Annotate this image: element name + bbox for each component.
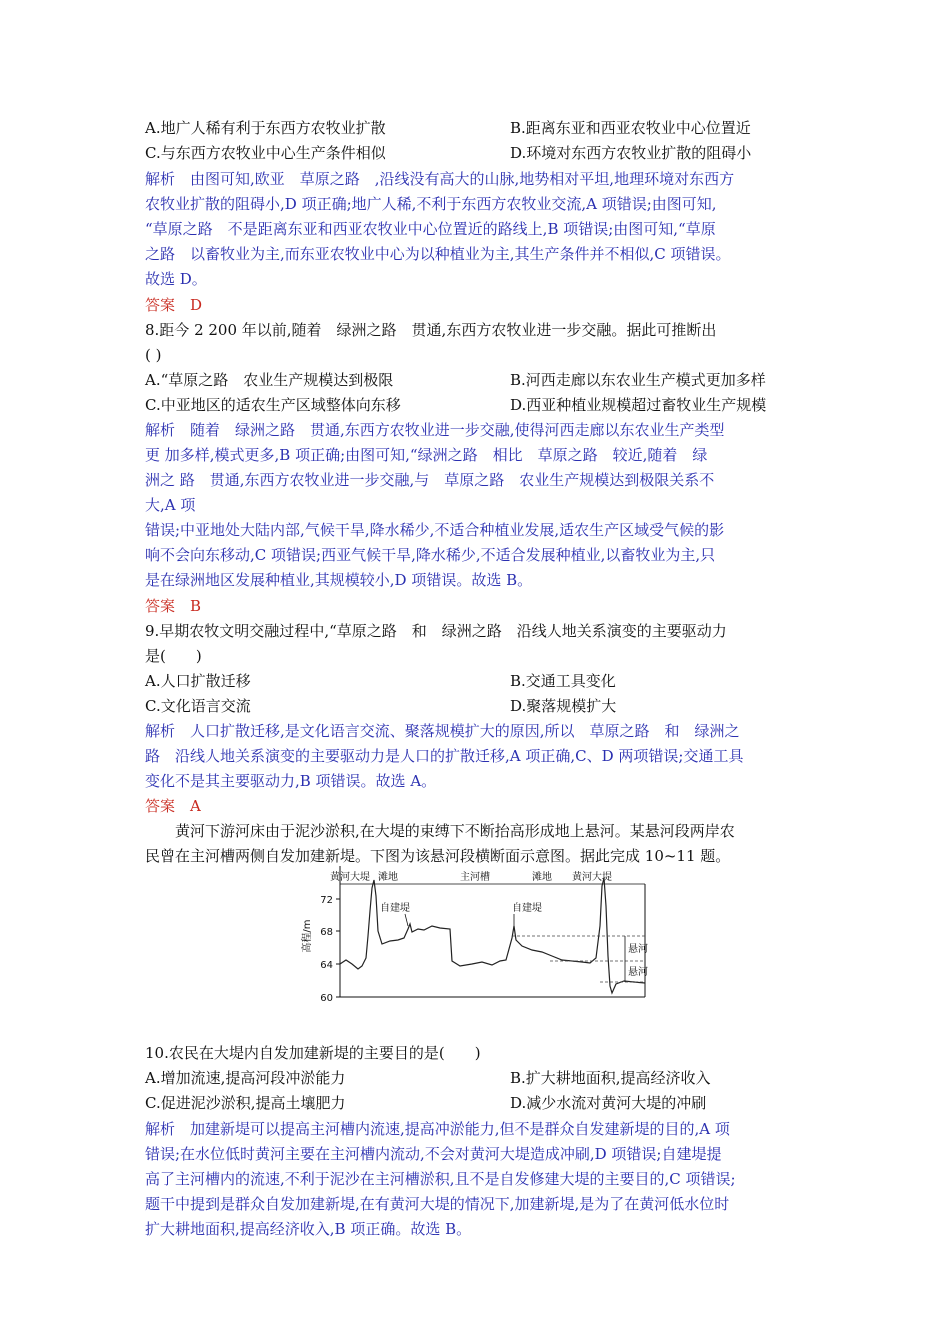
- q8-option-b: B.河西走廊以东农业生产模式更加多样: [510, 371, 766, 389]
- y-tick-label: 72: [320, 895, 333, 906]
- q9-stem: 9.早期农牧文明交融过程中,“草原之路 和 绿洲之路 沿线人地关系演变的主要驱动力: [145, 622, 727, 640]
- q7-option-a: A.地广人稀有利于东西方农牧业扩散: [145, 119, 386, 137]
- right-new-dike-label: 自建堤: [512, 903, 542, 914]
- q8-option-d: D.西亚种植业规模超过畜牧业生产规模: [510, 396, 767, 414]
- passage-line: 民曾在主河槽两侧自发加建新堤。下图为该悬河段横断面示意图。据此完成 10~11 题。: [145, 847, 731, 865]
- main-channel-label: 主河槽: [460, 872, 490, 883]
- q10-analysis-line: 题干中提到是群众自发加建新堤,在有黄河大堤的情况下,加建新堤,是为了在黄河低水位时: [145, 1195, 730, 1213]
- q10-option-d: D.减少水流对黄河大堤的冲刷: [510, 1094, 707, 1112]
- left-new-dike-pointer: [405, 914, 408, 926]
- river-cross-section-figure: [300, 866, 660, 1006]
- q9-option-d: D.聚落规模扩大: [510, 697, 617, 715]
- q10-stem: 10.农民在大堤内自发加建新堤的主要目的是( ): [145, 1044, 481, 1062]
- y-axis-label: 高程/m: [302, 919, 313, 953]
- y-tick-label: 60: [320, 993, 333, 1004]
- q10-option-b: B.扩大耕地面积,提高经济收入: [510, 1069, 711, 1087]
- q8-analysis-line: 解析 随着 绿洲之路 贯通,东西方农牧业进一步交融,使得河西走廊以东农业生产类型: [145, 421, 725, 439]
- q7-analysis-line: 解析 由图可知,欧亚 草原之路 ,沿线没有高大的山脉,地势相对平坦,地理环境对东西方: [145, 170, 735, 188]
- q7-option-b: B.距离东亚和西亚农牧业中心位置近: [510, 119, 751, 137]
- floodplain-right-label: 滩地: [532, 872, 552, 883]
- suspended-river-lower-label: 悬河: [628, 967, 648, 978]
- q8-option-a: A.“草原之路 农业生产规模达到极限: [145, 371, 394, 389]
- y-tick-label: 68: [320, 927, 333, 938]
- q8-analysis-line: 响不会向东移动,C 项错误;西亚气候干旱,降水稀少,不适合发展种植业,以畜牧业为主,只: [145, 546, 716, 564]
- q9-analysis-line: 变化不是其主要驱动力,B 项错误。故选 A。: [145, 772, 437, 790]
- q8-analysis-line: 更 加多样,模式更多,B 项正确;由图可知,“绿洲之路 相比 草原之路 较近,随着 绿: [145, 446, 708, 464]
- q10-analysis-line: 解析 加建新堤可以提高主河槽内流速,提高冲淤能力,但不是群众自发建新堤的目的,A 项: [145, 1120, 730, 1138]
- q9-stem-bracket: 是( ): [145, 647, 202, 665]
- q9-answer: 答案 A: [145, 797, 201, 815]
- q7-analysis-line: 之路 以畜牧业为主,而东亚农牧业中心为以种植业为主,其生产条件并不相似,C 项错误。: [145, 245, 731, 263]
- q8-answer: 答案 B: [145, 597, 202, 615]
- q10-analysis-line: 扩大耕地面积,提高经济收入,B 项正确。故选 B。: [145, 1220, 472, 1238]
- suspended-river-upper-label: 悬河: [628, 944, 648, 955]
- q8-stem: 8.距今 2 200 年以前,随着 绿洲之路 贯通,东西方农牧业进一步交融。据此可推断出: [145, 321, 717, 339]
- q9-analysis-line: 解析 人口扩散迁移,是文化语言交流、聚落规模扩大的原因,所以 草原之路 和 绿洲之: [145, 722, 740, 740]
- q9-option-b: B.交通工具变化: [510, 672, 616, 690]
- q10-option-a: A.增加流速,提高河段冲淤能力: [145, 1069, 346, 1087]
- q8-analysis-line: 洲之 路 贯通,东西方农牧业进一步交融,与 草原之路 农业生产规模达到极限关系不: [145, 471, 715, 489]
- terrain-profile: [340, 878, 645, 993]
- q7-analysis-line: “草原之路 不是距离东亚和西亚农牧业中心位置近的路线上,B 项错误;由图可知,“草原: [145, 220, 716, 238]
- q10-analysis-line: 错误;在水位低时黄河主要在主河槽内流动,不会对黄河大堤造成冲刷,D 项错误;自建堤提: [145, 1145, 722, 1163]
- left-new-dike-label: 自建堤: [380, 903, 410, 914]
- right-dike-label: 黄河大堤: [572, 872, 612, 883]
- q8-analysis-line: 错误;中亚地处大陆内部,气候干旱,降水稀少,不适合种植业发展,适农生产区域受气候的影: [145, 521, 725, 539]
- q8-analysis-line: 大,A 项: [145, 496, 196, 514]
- q10-analysis-line: 高了主河槽内的流速,不利于泥沙在主河槽淤积,且不是自发修建大堤的主要目的,C 项错误;: [145, 1170, 736, 1188]
- passage-line: 黄河下游河床由于泥沙淤积,在大堤的束缚下不断抬高形成地上悬河。某悬河段两岸农: [175, 822, 735, 840]
- q7-analysis-line: 故选 D。: [145, 270, 207, 288]
- q7-answer: 答案 D: [145, 296, 203, 314]
- q8-option-c: C.中亚地区的适农生产区域整体向东移: [145, 396, 401, 414]
- q7-analysis-line: 农牧业扩散的阻碍小,D 项正确;地广人稀,不利于东西方农牧业交流,A 项错误;由图可知,: [145, 195, 717, 213]
- left-dike-label: 黄河大堤: [330, 872, 370, 883]
- floodplain-left-label: 滩地: [378, 872, 398, 883]
- q8-stem-bracket: ( ): [145, 346, 162, 364]
- q7-option-d: D.环境对东西方农牧业扩散的阻碍小: [510, 144, 752, 162]
- q9-analysis-line: 路 沿线人地关系演变的主要驱动力是人口的扩散迁移,A 项正确,C、D 两项错误;交通工具: [145, 747, 744, 765]
- q7-option-c: C.与东西方农牧业中心生产条件相似: [145, 144, 386, 162]
- y-tick-label: 64: [320, 960, 333, 971]
- q9-option-a: A.人口扩散迁移: [145, 672, 251, 690]
- q10-option-c: C.促进泥沙淤积,提高土壤肥力: [145, 1094, 346, 1112]
- cross-section-svg: [300, 866, 660, 1006]
- q8-analysis-line: 是在绿洲地区发展种植业,其规模较小,D 项错误。故选 B。: [145, 571, 533, 589]
- q9-option-c: C.文化语言交流: [145, 697, 251, 715]
